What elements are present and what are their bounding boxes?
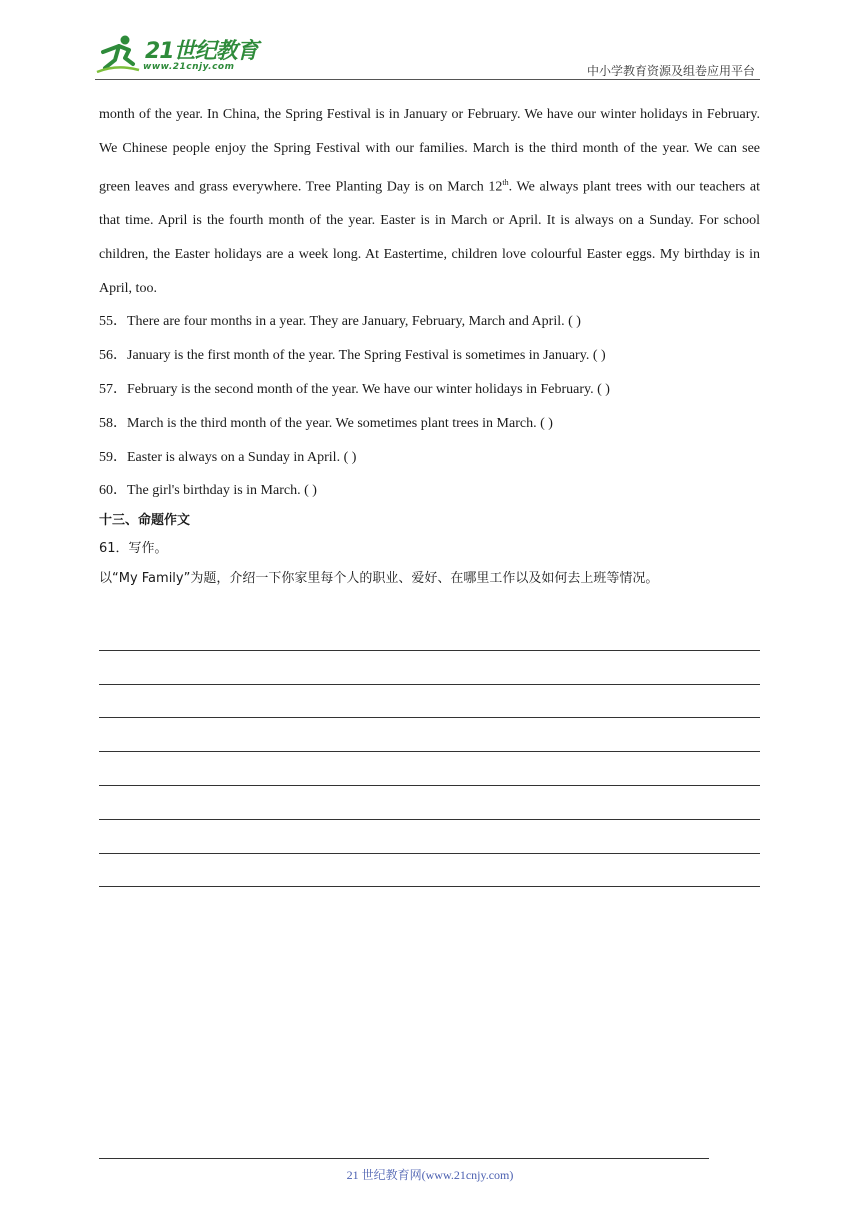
passage-line: trees with our teachers at that time. April is the fourth month of the year. Easter is in March or April. It is [99, 179, 760, 229]
passage-line: . We always plant [508, 179, 611, 195]
writing-line[interactable] [99, 752, 760, 786]
writing-area[interactable] [99, 617, 760, 887]
passage-line: month of the year. In China, the Spring Festival is in January or February. We have our winter holidays in [99, 107, 703, 122]
footer-link[interactable]: 21 世纪教育网(www.21cnjy.com) [346, 1168, 514, 1182]
question-60: 60．The girl's birthday is in March. ( ) [99, 483, 317, 499]
logo [95, 34, 265, 78]
writing-line[interactable] [99, 685, 760, 719]
passage-line: colourful Easter eggs. My birthday is in April, too. [99, 246, 761, 296]
writing-line[interactable] [99, 820, 760, 854]
writing-line[interactable] [99, 786, 760, 820]
running-figure-icon [95, 34, 141, 74]
footer-divider [99, 1158, 709, 1159]
passage-line: always on a Sunday. For school children, the Easter holidays are a week long. At Eastertime, children love [99, 213, 761, 262]
writing-line[interactable] [99, 651, 760, 685]
logo-text: 21世纪教育 [145, 39, 258, 64]
passage-line: year. We can see green leaves and grass everywhere. Tree Planting Day is on March 12 [99, 140, 761, 195]
question-58: 58．March is the third month of the year. We sometimes plant trees in March. ( ) [99, 415, 553, 431]
passage-line: February. We Chinese people enjoy the Spring Festival with our families. March is the third month of the [99, 107, 760, 156]
section-title: 十三、命题作文 [99, 513, 191, 529]
writing-prompt: 以“My Family”为题，介绍一下你家里每个人的职业、爱好、在哪里工作以及如何去上班等情况。 [99, 571, 659, 587]
question-55: 55．There are four months in a year. They are January, February, March and April. ( ) [99, 314, 581, 330]
question-61: 61．写作。 [99, 541, 168, 557]
writing-line[interactable] [99, 617, 760, 651]
question-59: 59．Easter is always on a Sunday in April. ( ) [99, 449, 357, 465]
header-platform-text: 中小学教育资源及组卷应用平台 [586, 64, 755, 78]
question-56: 56．January is the first month of the year. The Spring Festival is sometimes in January. ( ) [99, 348, 606, 364]
page-content [99, 98, 760, 594]
reading-passage [99, 98, 760, 305]
header-divider [95, 79, 760, 80]
writing-line[interactable] [99, 718, 760, 752]
writing-line[interactable] [99, 854, 760, 888]
question-57: 57．February is the second month of the year. We have our winter holidays in February. ( ) [99, 382, 610, 398]
page-header [95, 28, 760, 80]
logo-url: www.21cnjy.com [143, 62, 235, 72]
superscript-th: th [502, 177, 509, 187]
